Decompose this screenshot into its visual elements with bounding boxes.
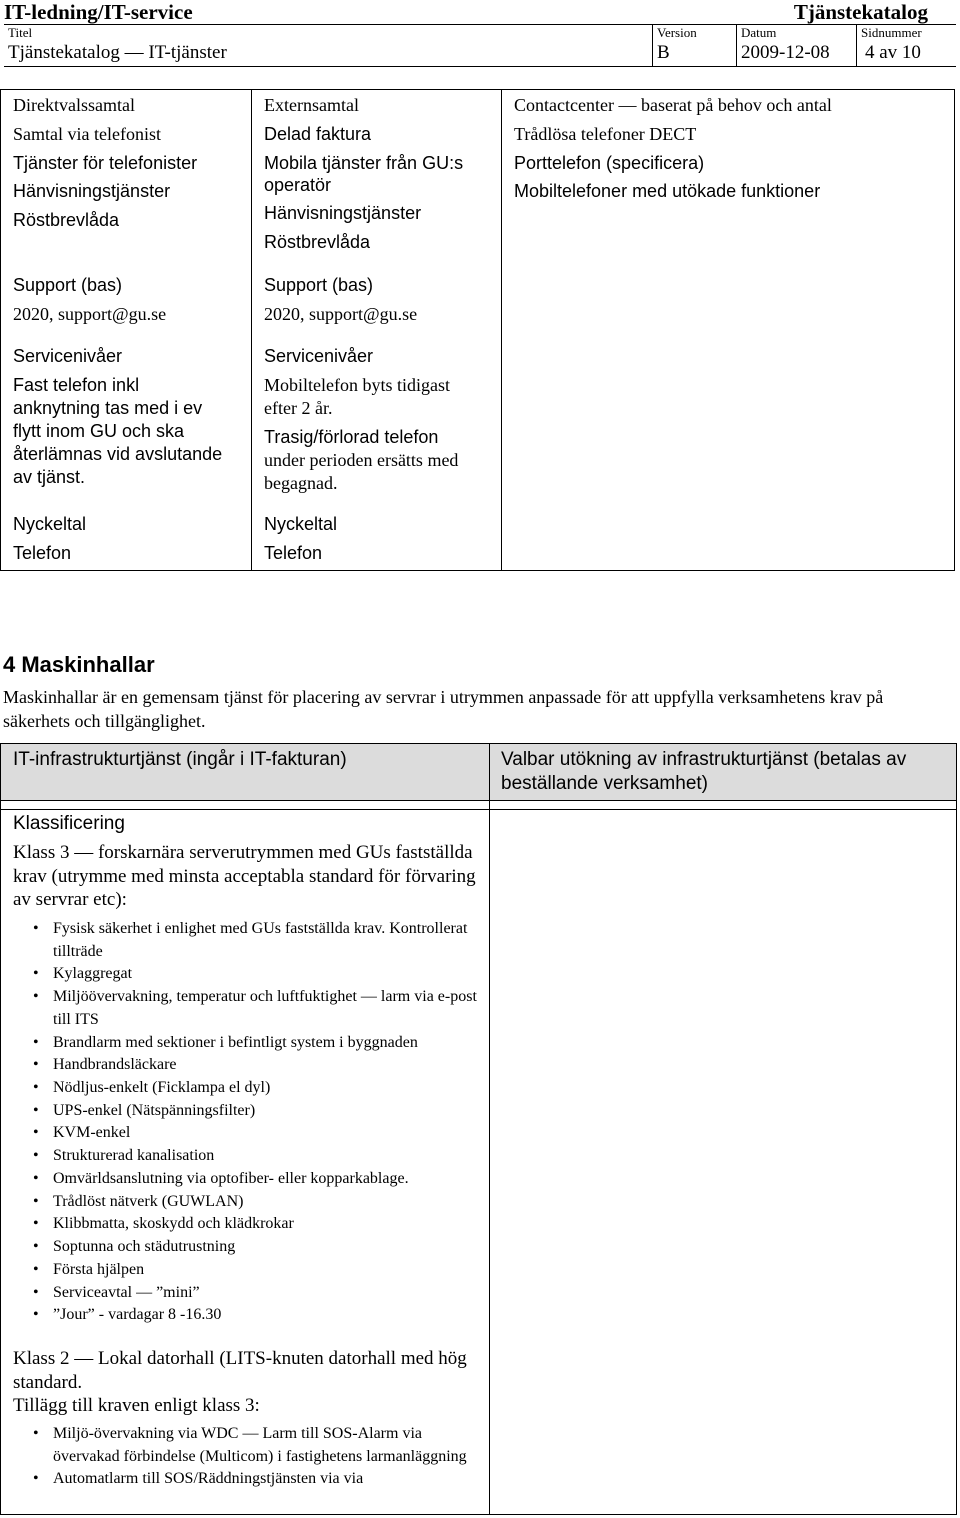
service-levels-text — [13, 374, 222, 489]
list-item: • Miljöövervakning, temperatur och luftfuktighet — larm via e-post till ITS — [31, 986, 491, 1031]
table-header-included — [1, 744, 489, 801]
version-value: B — [657, 42, 670, 63]
kpi-label: Nyckeltal — [13, 514, 87, 534]
header-text: IT-infrastrukturtjänst (ingår i IT-fakturan) — [13, 749, 347, 770]
support-label: Support (bas) — [13, 275, 123, 295]
header-divider — [736, 24, 737, 66]
services-table — [0, 89, 955, 571]
text-line: Trasig/förlorad telefon — [264, 427, 439, 447]
service-levels-text — [264, 426, 458, 495]
title-label: Titel — [8, 25, 33, 40]
header-top-rule — [4, 24, 956, 25]
list-item: • Automatlarm till SOS/Räddningstjänsten via via — [31, 1468, 491, 1491]
list-item: • Strukturerad kanalisation — [31, 1145, 491, 1168]
service-item: Röstbrevlåda — [264, 231, 371, 252]
support-label: Support (bas) — [264, 275, 374, 295]
list-item: • Omvärldsanslutning via optofiber- eller kopparkablage. — [31, 1168, 491, 1191]
service-levels-heading — [13, 342, 122, 371]
service-levels-heading — [264, 342, 373, 371]
support-contact: 2020, support@gu.se — [264, 303, 418, 324]
page-label: Sidnummer — [861, 25, 922, 40]
list-item: • KVM-enkel — [31, 1122, 491, 1145]
section-intro: Maskinhallar är en gemensam tjänst för placering av servrar i utrymmen anpassade för att uppfylla verksamhetens krav på säkerhets och tillgänglighet. — [3, 687, 884, 731]
service-item: Porttelefon (specificera) — [514, 152, 705, 173]
list-item: • Klibbmatta, skoskydd och klädkrokar — [31, 1213, 491, 1236]
service-item: Externsamtal — [264, 95, 359, 115]
list-item: • Miljö-övervakning via WDC — Larm till SOS-Alarm via övervakad förbindelse (Multicom) i fastighetens larmanläggning — [31, 1423, 491, 1468]
service-item: Mobila tjänster från GU:s — [264, 152, 464, 173]
text-line: Mobiltelefon byts tidigast — [264, 375, 450, 395]
kpi-block — [13, 510, 86, 568]
maskinhallar-table — [0, 743, 957, 1515]
classification-label: Klassificering — [13, 813, 125, 834]
service-items-continued — [264, 174, 331, 197]
date-label: Datum — [741, 25, 777, 40]
service-item: Tjänster för telefonister — [13, 152, 198, 173]
header-spacer — [1, 801, 956, 810]
klass3-description: Klass 3 — forskarnära serverutrymmen med GUs fastställda krav (utrymme med minsta acceptabla standard för förvaring av servrar etc): — [13, 842, 476, 911]
list-item: • Första hjälpen — [31, 1259, 491, 1282]
kpi-label: Nyckeltal — [264, 514, 338, 534]
list-item: • Nödljus-enkelt (Ficklampa el dyl) — [31, 1077, 491, 1100]
section-heading: 4 Maskinhallar — [3, 652, 155, 677]
table-header-optional — [489, 744, 956, 801]
list-item: • Fysisk säkerhet i enlighet med GUs fastställda krav. Kontrollerat tillträde — [31, 918, 491, 963]
service-item: Direktvalssamtal — [13, 95, 135, 115]
text-line: anknytning tas med i ev — [13, 398, 203, 419]
service-items-continued — [264, 199, 421, 257]
list-item: • Trådlöst nätverk (GUWLAN) — [31, 1191, 491, 1214]
header-divider — [652, 24, 653, 66]
service-item: Mobiltelefoner med utökade funktioner — [514, 181, 821, 202]
kpi-value: Telefon — [13, 542, 72, 563]
service-item: Contactcenter — baserat på behov och antal — [514, 95, 832, 115]
page-number: 4 av 10 — [865, 42, 921, 63]
support-contact: 2020, support@gu.se — [13, 303, 167, 324]
klass2-requirements — [31, 1423, 491, 1491]
services-column-basic — [1, 90, 251, 570]
service-items — [264, 91, 463, 177]
text-line: efter 2 år. — [264, 398, 333, 419]
service-item: Trådlösa telefoner DECT — [514, 123, 697, 144]
service-item: operatör — [264, 175, 332, 195]
text-line: begagnad. — [264, 473, 338, 494]
date-value: 2009-12-08 — [741, 42, 830, 63]
heading-text: Servicenivåer — [264, 346, 374, 366]
list-item: • Soptunna och städutrustning — [31, 1236, 491, 1259]
header-divider — [856, 24, 857, 66]
header-text: Valbar utökning av infrastrukturtjänst (betalas av beställande verksamhet) — [501, 749, 907, 794]
support-info — [264, 271, 417, 329]
klass2-description: Klass 2 — Lokal datorhall (LITS-knuten datorhall med hög standard. — [13, 1348, 467, 1393]
text-line: av tjänst. — [13, 467, 86, 488]
text-line: under perioden ersätts med — [264, 450, 459, 471]
list-item: • Kylaggregat — [31, 963, 491, 986]
list-item: • ”Jour” - vardagar 8 -16.30 — [31, 1304, 491, 1327]
text-line: flytt inom GU och ska — [13, 421, 185, 442]
services-column-mobile — [251, 90, 502, 570]
service-item: Samtal via telefonist — [13, 123, 161, 144]
kpi-block — [264, 510, 337, 568]
list-item: • UPS-enkel (Nätspänningsfilter) — [31, 1100, 491, 1123]
version-label: Version — [657, 25, 697, 40]
service-items — [13, 91, 197, 235]
kpi-value: Telefon — [264, 542, 323, 563]
support-info — [13, 271, 166, 329]
service-items — [514, 91, 832, 206]
list-item: • Handbrandsläckare — [31, 1054, 491, 1077]
text-line: återlämnas vid avslutande — [13, 444, 223, 465]
list-item: • Serviceavtal — ”mini” — [31, 1282, 491, 1305]
service-item: Röstbrevlåda — [13, 210, 120, 231]
klass2-addition: Tillägg till kraven enligt klass 3: — [13, 1395, 260, 1416]
list-item: • Brandlarm med sektioner i befintligt system i byggnaden — [31, 1032, 491, 1055]
services-column-extended — [501, 90, 954, 570]
service-item: Delad faktura — [264, 123, 372, 144]
catalog-title: Tjänstekatalog — [793, 0, 928, 24]
heading-text: Servicenivåer — [13, 346, 123, 366]
klass3-requirements — [31, 918, 491, 1327]
document-title: Tjänstekatalog — IT-tjänster — [8, 42, 227, 63]
service-item: Hänvisningstjänster — [13, 181, 171, 202]
text-line: Fast telefon inkl — [13, 375, 140, 395]
org-name: IT-ledning/IT-service — [4, 0, 193, 24]
service-levels-text — [264, 374, 450, 420]
header-bottom-rule — [4, 66, 956, 67]
service-item: Hänvisningstjänster — [264, 203, 422, 223]
